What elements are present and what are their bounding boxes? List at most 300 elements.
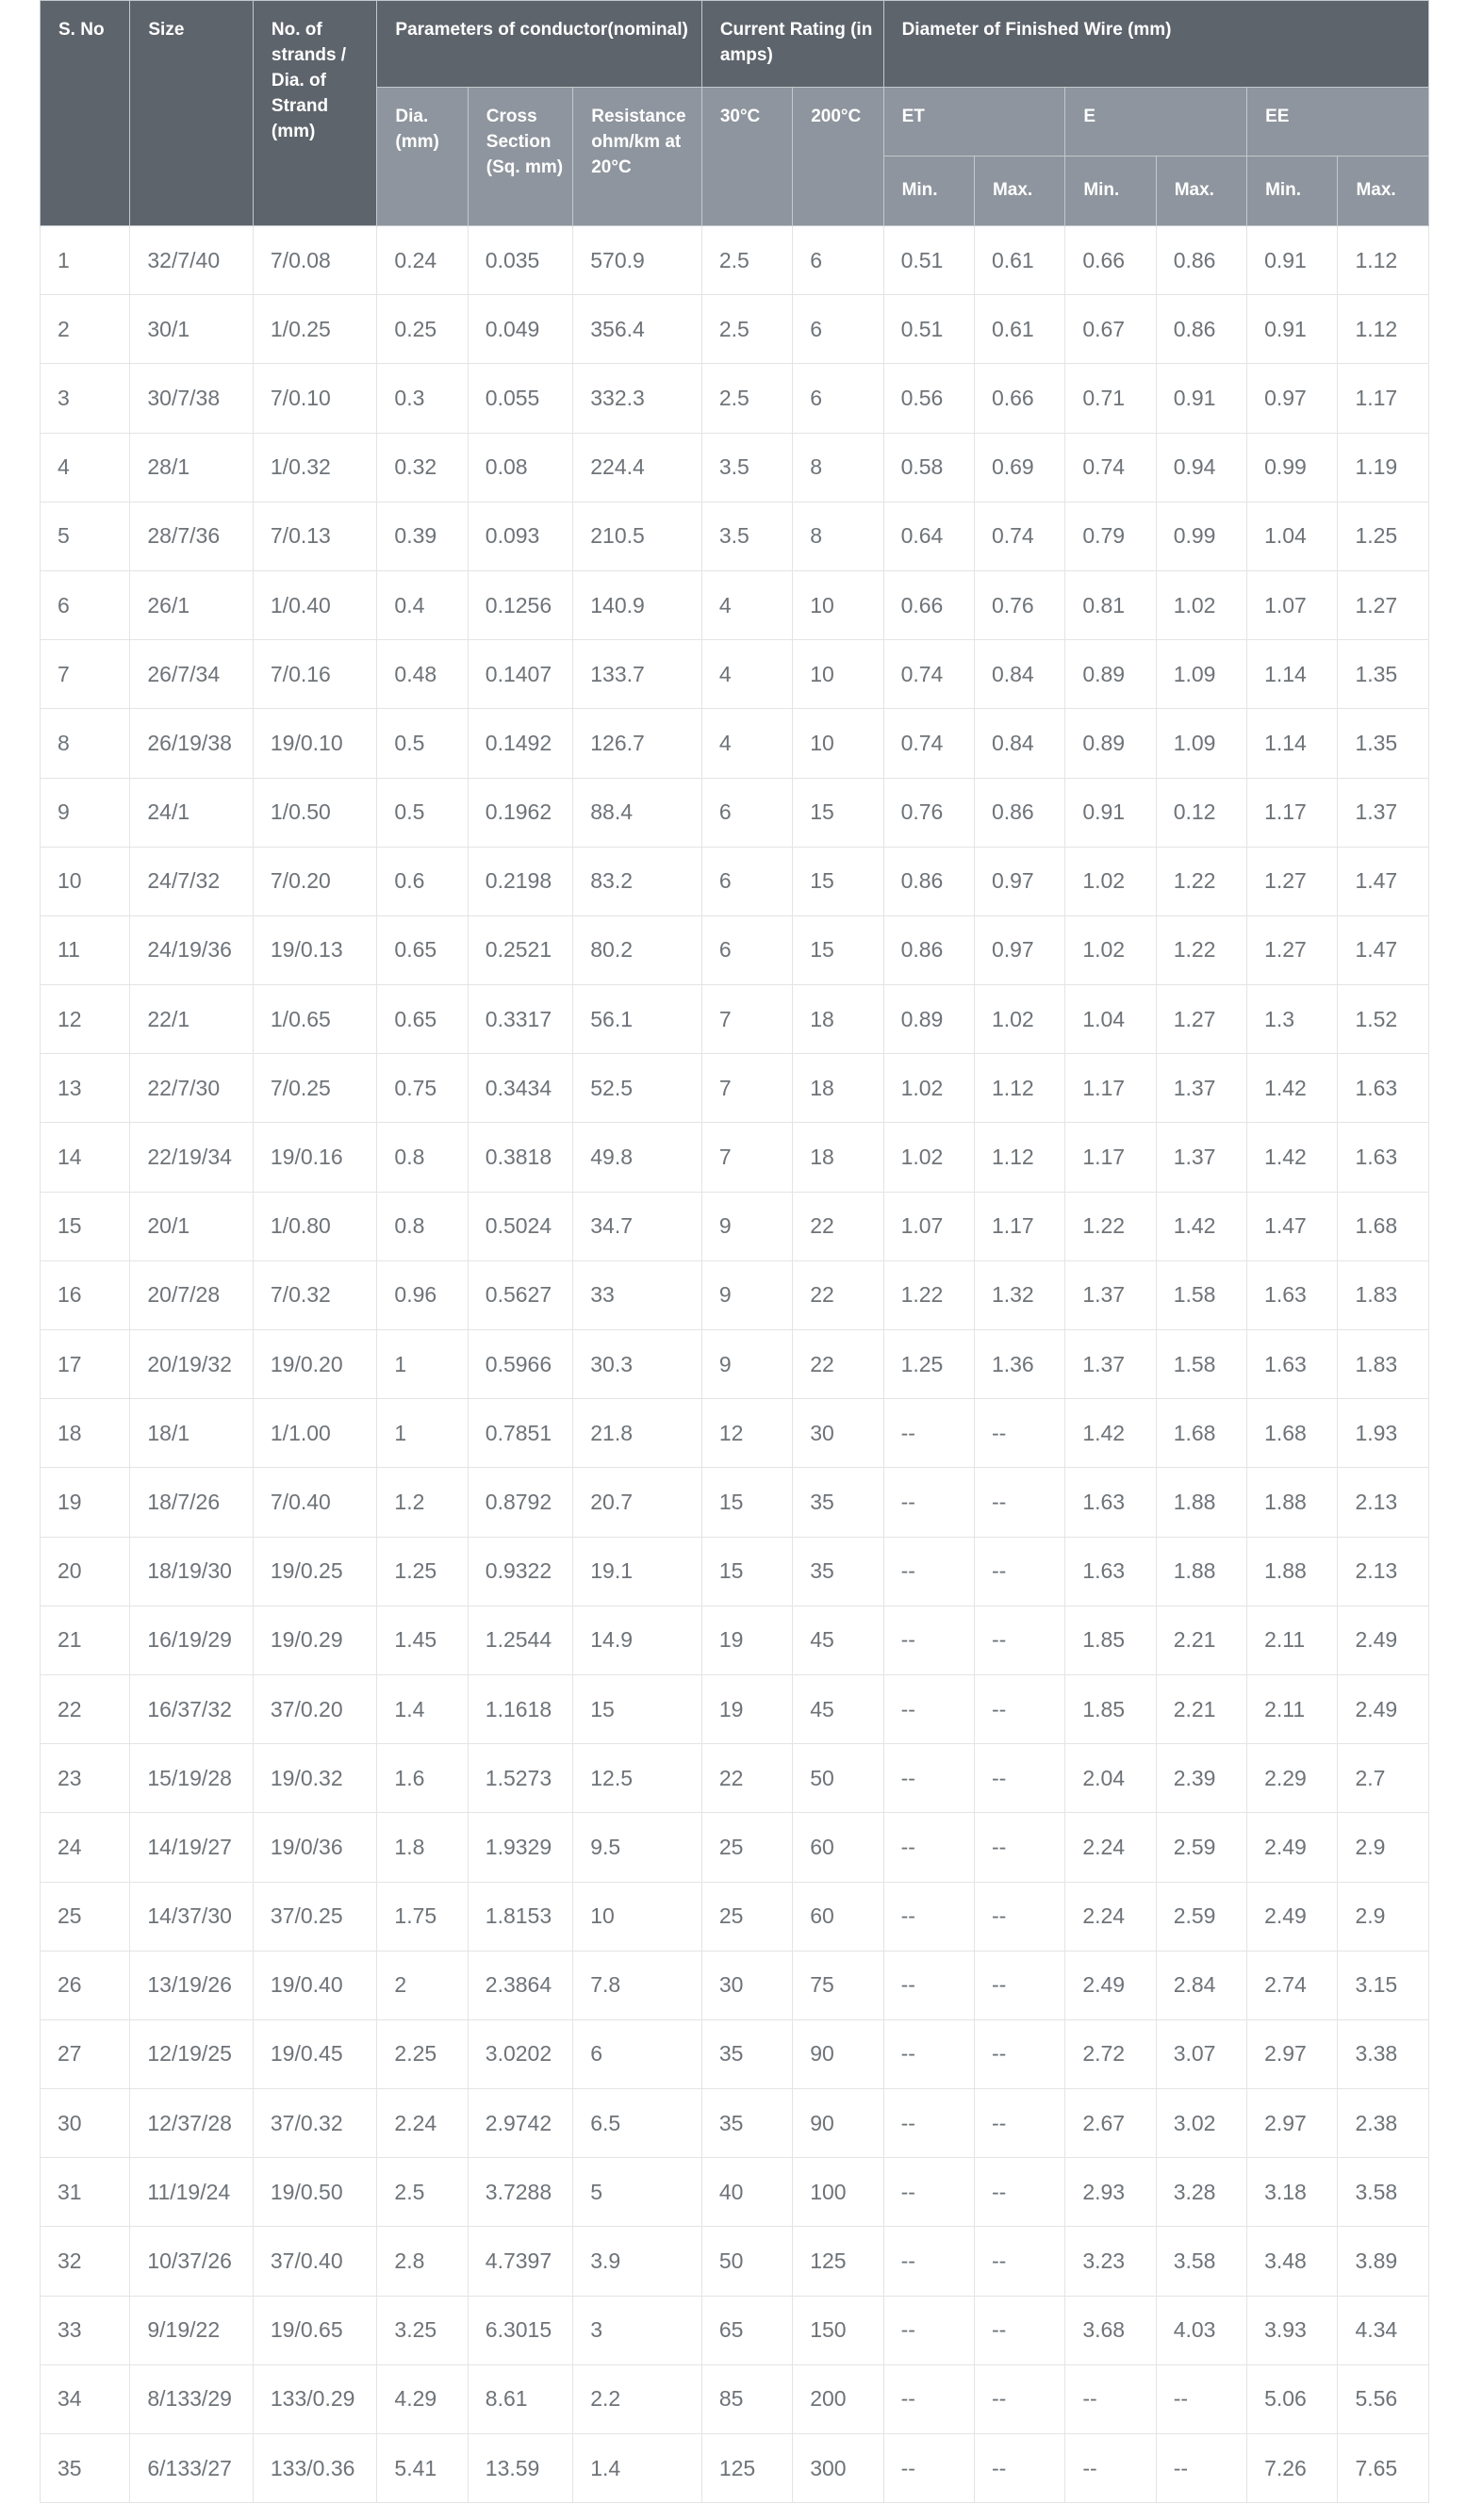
cell-ee-min: 2.49 xyxy=(1247,1813,1338,1882)
cell-cross-section: 0.1492 xyxy=(468,709,572,778)
cell-e-max: 1.37 xyxy=(1156,1123,1246,1192)
cell-sno: 22 xyxy=(41,1674,130,1743)
cell-ee-max: 3.89 xyxy=(1338,2227,1429,2296)
cell-et-min: 0.86 xyxy=(883,915,974,984)
cell-e-min: 2.72 xyxy=(1065,2019,1156,2088)
cell-current-30c: 3.5 xyxy=(701,433,792,502)
cell-current-30c: 7 xyxy=(701,1054,792,1123)
cell-current-30c: 7 xyxy=(701,985,792,1054)
cell-e-min: 1.85 xyxy=(1065,1606,1156,1674)
cell-size: 14/37/30 xyxy=(130,1882,254,1951)
cell-resistance: 3 xyxy=(573,2296,702,2364)
cell-current-200c: 100 xyxy=(793,2158,883,2227)
cell-ee-max: 2.38 xyxy=(1338,2089,1429,2158)
cell-e-min: 0.89 xyxy=(1065,640,1156,709)
cell-size: 26/7/34 xyxy=(130,640,254,709)
cell-strands: 19/0.50 xyxy=(253,2158,377,2227)
table-row xyxy=(41,364,1429,433)
cell-et-min: -- xyxy=(883,1744,974,1813)
cell-cross-section: 2.3864 xyxy=(468,1951,572,2019)
cell-e-min: 1.63 xyxy=(1065,1537,1156,1606)
cell-e-min: 2.24 xyxy=(1065,1882,1156,1951)
cell-current-30c: 35 xyxy=(701,2019,792,2088)
cell-ee-max: 1.63 xyxy=(1338,1123,1429,1192)
cell-cross-section: 0.035 xyxy=(468,226,572,295)
cell-ee-max: 2.13 xyxy=(1338,1537,1429,1606)
cell-strands: 19/0.16 xyxy=(253,1123,377,1192)
cell-current-30c: 30 xyxy=(701,1951,792,2019)
cell-ee-min: 3.48 xyxy=(1247,2227,1338,2296)
cell-et-max: -- xyxy=(974,2364,1064,2433)
cell-et-max: -- xyxy=(974,1951,1064,2019)
cell-e-max: 3.28 xyxy=(1156,2158,1246,2227)
cell-cross-section: 0.3434 xyxy=(468,1054,572,1123)
cell-dia: 1.45 xyxy=(377,1606,468,1674)
cell-et-max: 1.17 xyxy=(974,1192,1064,1260)
cell-ee-min: 1.14 xyxy=(1247,709,1338,778)
wire-spec-table-container xyxy=(40,0,1429,2503)
cell-ee-min: 1.47 xyxy=(1247,1192,1338,1260)
cell-ee-min: 0.91 xyxy=(1247,226,1338,295)
cell-et-max: -- xyxy=(974,2434,1064,2503)
cell-et-min: -- xyxy=(883,1674,974,1743)
cell-e-max: 1.22 xyxy=(1156,915,1246,984)
cell-e-min: 0.67 xyxy=(1065,295,1156,364)
cell-et-min: -- xyxy=(883,1537,974,1606)
cell-e-max: 2.59 xyxy=(1156,1813,1246,1882)
cell-et-min: -- xyxy=(883,1882,974,1951)
cell-ee-min: 5.06 xyxy=(1247,2364,1338,2433)
cell-cross-section: 0.2521 xyxy=(468,915,572,984)
cell-ee-max: 2.9 xyxy=(1338,1813,1429,1882)
cell-current-200c: 6 xyxy=(793,226,883,295)
cell-size: 18/7/26 xyxy=(130,1468,254,1537)
cell-e-max: 2.59 xyxy=(1156,1882,1246,1951)
cell-current-200c: 6 xyxy=(793,364,883,433)
cell-resistance: 20.7 xyxy=(573,1468,702,1537)
cell-strands: 1/0.40 xyxy=(253,570,377,639)
cell-current-200c: 30 xyxy=(793,1399,883,1468)
cell-cross-section: 0.5627 xyxy=(468,1260,572,1329)
cell-et-min: -- xyxy=(883,2227,974,2296)
cell-e-max: 2.21 xyxy=(1156,1606,1246,1674)
cell-sno: 6 xyxy=(41,570,130,639)
cell-et-max: 0.84 xyxy=(974,640,1064,709)
cell-resistance: 3.9 xyxy=(573,2227,702,2296)
table-row xyxy=(41,1399,1429,1468)
cell-ee-max: 1.27 xyxy=(1338,570,1429,639)
cell-dia: 0.24 xyxy=(377,226,468,295)
cell-resistance: 356.4 xyxy=(573,295,702,364)
cell-et-min: 0.74 xyxy=(883,709,974,778)
cell-dia: 2.8 xyxy=(377,2227,468,2296)
table-row xyxy=(41,295,1429,364)
cell-current-200c: 90 xyxy=(793,2089,883,2158)
cell-resistance: 133.7 xyxy=(573,640,702,709)
cell-e-min: 1.02 xyxy=(1065,915,1156,984)
cell-et-min: 0.51 xyxy=(883,295,974,364)
cell-strands: 1/0.80 xyxy=(253,1192,377,1260)
cell-size: 16/37/32 xyxy=(130,1674,254,1743)
cell-e-max: 1.02 xyxy=(1156,570,1246,639)
cell-e-min: 1.63 xyxy=(1065,1468,1156,1537)
cell-cross-section: 13.59 xyxy=(468,2434,572,2503)
table-row xyxy=(41,1260,1429,1329)
cell-ee-max: 1.35 xyxy=(1338,640,1429,709)
cell-et-min: 0.74 xyxy=(883,640,974,709)
cell-current-200c: 6 xyxy=(793,295,883,364)
cell-size: 13/19/26 xyxy=(130,1951,254,2019)
header-ee-max: Max. xyxy=(1338,156,1429,226)
cell-current-200c: 15 xyxy=(793,847,883,915)
cell-et-max: -- xyxy=(974,2296,1064,2364)
cell-e-min: 1.17 xyxy=(1065,1123,1156,1192)
cell-size: 24/1 xyxy=(130,778,254,847)
cell-resistance: 14.9 xyxy=(573,1606,702,1674)
cell-resistance: 210.5 xyxy=(573,502,702,570)
cell-et-min: -- xyxy=(883,2296,974,2364)
cell-e-min: 0.81 xyxy=(1065,570,1156,639)
cell-e-max: 1.42 xyxy=(1156,1192,1246,1260)
cell-ee-max: 1.83 xyxy=(1338,1260,1429,1329)
table-row xyxy=(41,847,1429,915)
cell-ee-max: 1.47 xyxy=(1338,847,1429,915)
cell-e-max: 4.03 xyxy=(1156,2296,1246,2364)
cell-cross-section: 0.093 xyxy=(468,502,572,570)
cell-strands: 133/0.29 xyxy=(253,2364,377,2433)
cell-cross-section: 8.61 xyxy=(468,2364,572,2433)
cell-strands: 1/0.50 xyxy=(253,778,377,847)
cell-dia: 2.24 xyxy=(377,2089,468,2158)
cell-cross-section: 1.1618 xyxy=(468,1674,572,1743)
cell-dia: 5.41 xyxy=(377,2434,468,2503)
cell-et-max: -- xyxy=(974,1744,1064,1813)
cell-ee-min: 1.27 xyxy=(1247,847,1338,915)
cell-current-30c: 4 xyxy=(701,640,792,709)
cell-et-min: 0.76 xyxy=(883,778,974,847)
cell-ee-min: 1.07 xyxy=(1247,570,1338,639)
table-row xyxy=(41,570,1429,639)
cell-ee-max: 3.58 xyxy=(1338,2158,1429,2227)
cell-cross-section: 0.3317 xyxy=(468,985,572,1054)
cell-dia: 3.25 xyxy=(377,2296,468,2364)
cell-e-min: 1.37 xyxy=(1065,1260,1156,1329)
cell-e-min: 0.66 xyxy=(1065,226,1156,295)
table-row xyxy=(41,2019,1429,2088)
cell-dia: 0.96 xyxy=(377,1260,468,1329)
header-ee-min: Min. xyxy=(1247,156,1338,226)
cell-sno: 20 xyxy=(41,1537,130,1606)
cell-sno: 1 xyxy=(41,226,130,295)
table-row xyxy=(41,985,1429,1054)
table-row xyxy=(41,1123,1429,1192)
cell-dia: 0.8 xyxy=(377,1123,468,1192)
cell-current-30c: 19 xyxy=(701,1674,792,1743)
header-30c: 30°C xyxy=(701,88,792,226)
cell-et-min: 0.51 xyxy=(883,226,974,295)
cell-e-max: 2.21 xyxy=(1156,1674,1246,1743)
cell-e-max: 1.88 xyxy=(1156,1537,1246,1606)
cell-size: 18/1 xyxy=(130,1399,254,1468)
cell-et-max: 0.97 xyxy=(974,915,1064,984)
cell-e-max: 3.07 xyxy=(1156,2019,1246,2088)
cell-size: 9/19/22 xyxy=(130,2296,254,2364)
cell-et-max: 0.97 xyxy=(974,847,1064,915)
cell-et-max: -- xyxy=(974,1537,1064,1606)
cell-size: 26/1 xyxy=(130,570,254,639)
cell-ee-min: 1.27 xyxy=(1247,915,1338,984)
cell-resistance: 224.4 xyxy=(573,433,702,502)
cell-et-min: -- xyxy=(883,2158,974,2227)
table-row xyxy=(41,778,1429,847)
cell-ee-max: 2.9 xyxy=(1338,1882,1429,1951)
cell-strands: 7/0.16 xyxy=(253,640,377,709)
cell-sno: 17 xyxy=(41,1330,130,1399)
cell-resistance: 19.1 xyxy=(573,1537,702,1606)
cell-et-max: -- xyxy=(974,2158,1064,2227)
cell-cross-section: 0.8792 xyxy=(468,1468,572,1537)
cell-current-30c: 22 xyxy=(701,1744,792,1813)
header-resistance: Resistance ohm/km at 20°C xyxy=(573,88,702,226)
cell-dia: 0.8 xyxy=(377,1192,468,1260)
table-row xyxy=(41,1468,1429,1537)
cell-cross-section: 1.2544 xyxy=(468,1606,572,1674)
cell-sno: 12 xyxy=(41,985,130,1054)
cell-size: 28/1 xyxy=(130,433,254,502)
table-header xyxy=(41,1,1429,226)
cell-ee-max: 1.35 xyxy=(1338,709,1429,778)
table-row xyxy=(41,1674,1429,1743)
cell-et-min: -- xyxy=(883,1813,974,1882)
cell-dia: 0.6 xyxy=(377,847,468,915)
cell-et-max: 0.66 xyxy=(974,364,1064,433)
cell-size: 20/19/32 xyxy=(130,1330,254,1399)
cell-cross-section: 0.5024 xyxy=(468,1192,572,1260)
cell-cross-section: 3.0202 xyxy=(468,2019,572,2088)
cell-et-max: -- xyxy=(974,1813,1064,1882)
cell-strands: 7/0.25 xyxy=(253,1054,377,1123)
cell-et-max: 0.84 xyxy=(974,709,1064,778)
cell-sno: 25 xyxy=(41,1882,130,1951)
cell-cross-section: 4.7397 xyxy=(468,2227,572,2296)
cell-et-min: -- xyxy=(883,2364,974,2433)
cell-size: 12/19/25 xyxy=(130,2019,254,2088)
table-row xyxy=(41,1537,1429,1606)
cell-strands: 37/0.32 xyxy=(253,2089,377,2158)
cell-resistance: 6 xyxy=(573,2019,702,2088)
cell-e-min: 1.42 xyxy=(1065,1399,1156,1468)
cell-sno: 24 xyxy=(41,1813,130,1882)
cell-dia: 0.5 xyxy=(377,709,468,778)
cell-resistance: 30.3 xyxy=(573,1330,702,1399)
cell-current-30c: 6 xyxy=(701,915,792,984)
cell-ee-min: 1.88 xyxy=(1247,1537,1338,1606)
cell-current-200c: 35 xyxy=(793,1468,883,1537)
cell-cross-section: 0.049 xyxy=(468,295,572,364)
cell-ee-min: 2.49 xyxy=(1247,1882,1338,1951)
cell-strands: 19/0.10 xyxy=(253,709,377,778)
cell-sno: 13 xyxy=(41,1054,130,1123)
cell-sno: 31 xyxy=(41,2158,130,2227)
cell-current-200c: 45 xyxy=(793,1674,883,1743)
cell-current-30c: 4 xyxy=(701,570,792,639)
cell-ee-max: 1.83 xyxy=(1338,1330,1429,1399)
cell-sno: 32 xyxy=(41,2227,130,2296)
cell-strands: 19/0.32 xyxy=(253,1744,377,1813)
cell-current-200c: 18 xyxy=(793,985,883,1054)
cell-sno: 26 xyxy=(41,1951,130,2019)
cell-strands: 7/0.40 xyxy=(253,1468,377,1537)
cell-et-max: 0.86 xyxy=(974,778,1064,847)
cell-e-min: -- xyxy=(1065,2364,1156,2433)
cell-e-max: 0.12 xyxy=(1156,778,1246,847)
cell-e-min: 2.67 xyxy=(1065,2089,1156,2158)
cell-ee-min: 2.97 xyxy=(1247,2089,1338,2158)
cell-strands: 19/0.13 xyxy=(253,915,377,984)
table-row xyxy=(41,709,1429,778)
cell-et-min: -- xyxy=(883,1468,974,1537)
cell-strands: 19/0.65 xyxy=(253,2296,377,2364)
cell-cross-section: 0.1256 xyxy=(468,570,572,639)
header-strands: No. of strands / Dia. of Strand (mm) xyxy=(253,1,377,226)
cell-et-min: -- xyxy=(883,2089,974,2158)
cell-ee-max: 1.47 xyxy=(1338,915,1429,984)
cell-ee-max: 3.15 xyxy=(1338,1951,1429,2019)
cell-resistance: 21.8 xyxy=(573,1399,702,1468)
header-parameters-group: Parameters of conductor(nominal) xyxy=(377,1,701,88)
header-et-max: Max. xyxy=(974,156,1064,226)
cell-resistance: 12.5 xyxy=(573,1744,702,1813)
cell-current-30c: 2.5 xyxy=(701,295,792,364)
header-current-rating-group: Current Rating (in amps) xyxy=(701,1,883,88)
cell-e-min: 0.74 xyxy=(1065,433,1156,502)
cell-strands: 19/0.40 xyxy=(253,1951,377,2019)
cell-dia: 0.25 xyxy=(377,295,468,364)
cell-et-max: -- xyxy=(974,2019,1064,2088)
header-dia: Dia. (mm) xyxy=(377,88,468,226)
header-diameter-group: Diameter of Finished Wire (mm) xyxy=(883,1,1428,88)
cell-dia: 1.8 xyxy=(377,1813,468,1882)
cell-size: 24/7/32 xyxy=(130,847,254,915)
cell-et-min: 1.02 xyxy=(883,1123,974,1192)
cell-et-min: 0.56 xyxy=(883,364,974,433)
cell-current-30c: 125 xyxy=(701,2434,792,2503)
cell-et-min: -- xyxy=(883,2434,974,2503)
cell-ee-max: 1.68 xyxy=(1338,1192,1429,1260)
cell-et-max: 1.12 xyxy=(974,1123,1064,1192)
cell-current-200c: 8 xyxy=(793,433,883,502)
cell-strands: 19/0.20 xyxy=(253,1330,377,1399)
cell-size: 32/7/40 xyxy=(130,226,254,295)
cell-ee-min: 1.68 xyxy=(1247,1399,1338,1468)
cell-ee-max: 1.19 xyxy=(1338,433,1429,502)
cell-ee-min: 3.93 xyxy=(1247,2296,1338,2364)
cell-size: 16/19/29 xyxy=(130,1606,254,1674)
cell-size: 11/19/24 xyxy=(130,2158,254,2227)
cell-et-min: 0.66 xyxy=(883,570,974,639)
cell-current-30c: 65 xyxy=(701,2296,792,2364)
cell-ee-min: 1.42 xyxy=(1247,1054,1338,1123)
cell-size: 10/37/26 xyxy=(130,2227,254,2296)
cell-current-30c: 7 xyxy=(701,1123,792,1192)
cell-size: 28/7/36 xyxy=(130,502,254,570)
cell-sno: 8 xyxy=(41,709,130,778)
wire-spec-table xyxy=(40,0,1429,2503)
cell-current-30c: 85 xyxy=(701,2364,792,2433)
cell-cross-section: 0.2198 xyxy=(468,847,572,915)
cell-et-max: -- xyxy=(974,2089,1064,2158)
cell-current-200c: 150 xyxy=(793,2296,883,2364)
cell-ee-min: 2.11 xyxy=(1247,1674,1338,1743)
cell-e-max: 0.94 xyxy=(1156,433,1246,502)
cell-ee-max: 7.65 xyxy=(1338,2434,1429,2503)
cell-e-max: 2.84 xyxy=(1156,1951,1246,2019)
cell-et-min: -- xyxy=(883,2019,974,2088)
cell-cross-section: 3.7288 xyxy=(468,2158,572,2227)
cell-current-30c: 25 xyxy=(701,1813,792,1882)
cell-e-max: -- xyxy=(1156,2364,1246,2433)
cell-et-min: -- xyxy=(883,1951,974,2019)
cell-resistance: 88.4 xyxy=(573,778,702,847)
cell-sno: 4 xyxy=(41,433,130,502)
cell-et-max: 0.69 xyxy=(974,433,1064,502)
cell-et-max: -- xyxy=(974,1468,1064,1537)
cell-e-min: 1.17 xyxy=(1065,1054,1156,1123)
cell-sno: 11 xyxy=(41,915,130,984)
cell-current-200c: 10 xyxy=(793,570,883,639)
cell-et-min: 1.25 xyxy=(883,1330,974,1399)
cell-current-30c: 12 xyxy=(701,1399,792,1468)
cell-strands: 37/0.25 xyxy=(253,1882,377,1951)
table-row xyxy=(41,1744,1429,1813)
cell-strands: 19/0.29 xyxy=(253,1606,377,1674)
cell-size: 8/133/29 xyxy=(130,2364,254,2433)
cell-resistance: 7.8 xyxy=(573,1951,702,2019)
table-row xyxy=(41,1054,1429,1123)
cell-resistance: 33 xyxy=(573,1260,702,1329)
cell-size: 24/19/36 xyxy=(130,915,254,984)
cell-current-200c: 22 xyxy=(793,1330,883,1399)
cell-ee-max: 2.49 xyxy=(1338,1606,1429,1674)
cell-e-min: 0.79 xyxy=(1065,502,1156,570)
cell-sno: 21 xyxy=(41,1606,130,1674)
cell-ee-min: 2.74 xyxy=(1247,1951,1338,2019)
cell-e-max: 1.27 xyxy=(1156,985,1246,1054)
cell-cross-section: 0.08 xyxy=(468,433,572,502)
header-ee: EE xyxy=(1247,88,1429,156)
cell-current-30c: 9 xyxy=(701,1260,792,1329)
cell-ee-max: 1.12 xyxy=(1338,295,1429,364)
cell-ee-min: 0.99 xyxy=(1247,433,1338,502)
cell-cross-section: 0.1407 xyxy=(468,640,572,709)
cell-et-min: 1.07 xyxy=(883,1192,974,1260)
table-row xyxy=(41,1951,1429,2019)
cell-strands: 7/0.32 xyxy=(253,1260,377,1329)
cell-e-max: 1.68 xyxy=(1156,1399,1246,1468)
cell-dia: 1.4 xyxy=(377,1674,468,1743)
cell-e-min: 1.37 xyxy=(1065,1330,1156,1399)
cell-e-max: 1.58 xyxy=(1156,1330,1246,1399)
cell-resistance: 332.3 xyxy=(573,364,702,433)
cell-size: 6/133/27 xyxy=(130,2434,254,2503)
cell-et-max: 0.61 xyxy=(974,295,1064,364)
cell-sno: 27 xyxy=(41,2019,130,2088)
cell-current-200c: 10 xyxy=(793,709,883,778)
cell-et-min: 1.02 xyxy=(883,1054,974,1123)
cell-sno: 3 xyxy=(41,364,130,433)
table-row xyxy=(41,2089,1429,2158)
cell-e-max: 0.91 xyxy=(1156,364,1246,433)
